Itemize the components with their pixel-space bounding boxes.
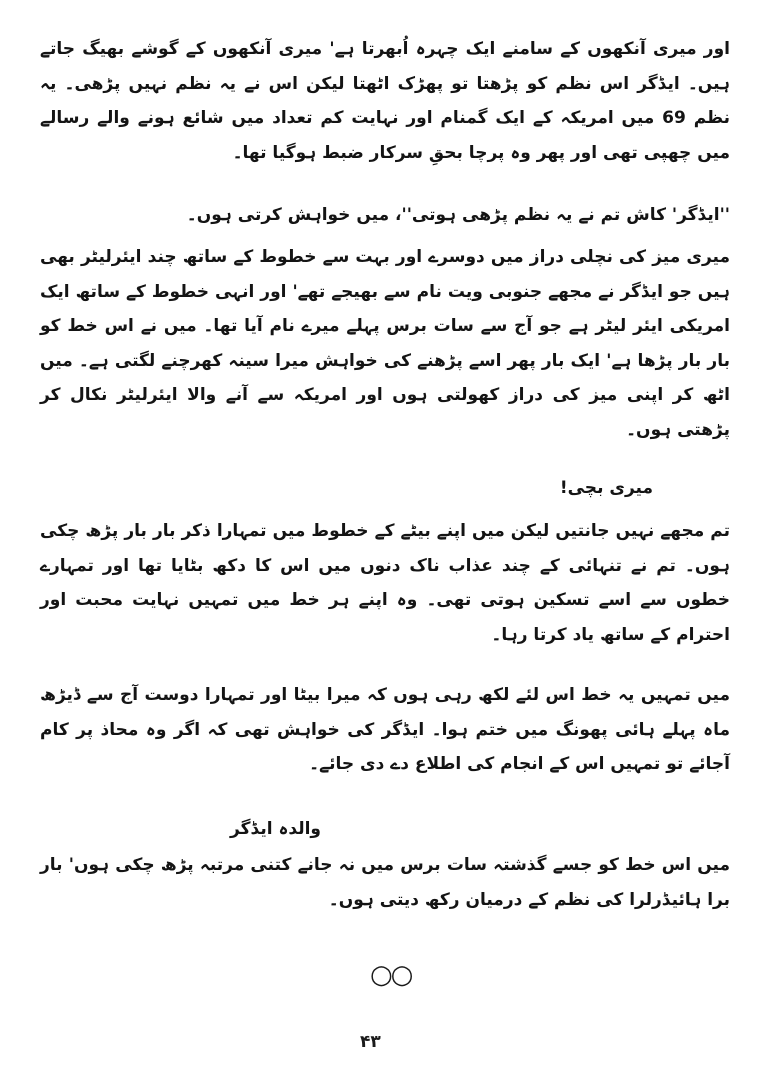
letter-paragraph-2: میں تمہیں یہ خط اس لئے لکھ رہی ہوں کہ میرا بیٹا اور تمہارا دوست آج سے ڈیڑھ ماہ پہلے ہائی پھونگ میں ختم ہوا۔ ایڈگر کی خواہش تھی کہ اگر وہ محاذ پر کام آجائے تو تمہیں اس کے انجام کی اطلاع دے دی جائے۔ (40, 685, 730, 775)
paragraph-drawer-letters: میری میز کی نچلی دراز میں دوسرے اور بہت سے خطوط کے ساتھ چند ایئرلیٹر بھی ہیں جو ایڈگر نے مجھے جنوبی ویت نام سے بھیجے تھے' اور انہی خطوط کے ساتھ ایک امریکی ایئر لیٹر ہے جو آج سے سات برس پہلے میرے نام آیا تھا۔ میں نے اس خط کو بار بار پڑھا ہے' ایک بار پھر اسے پڑھنے کی خواہش میرا سینہ کھرچنے لگتی ہے۔ میں اٹھ کر اپنی میز کی دراز کھولتی ہوں اور امریکہ سے آنے والا ایئرلیٹر نکال کر پڑھتی ہوں۔ (40, 247, 730, 440)
paragraph-opening: اور میری آنکھوں کے سامنے ایک چہرہ اُبھرتا ہے' میری آنکھوں کے گوشے بھیگ جاتے ہیں۔ ایڈگر اس نظم کو پڑھتا تو پھڑک اٹھتا لیکن اس نے یہ نظم نہیں پڑھی۔ یہ نظم 69 میں امریکہ کے ایک گمنام اور نہایت کم تعداد میں شائع ہونے والے رسالے میں چھپی تھی اور پھر وہ پرچا بحقِ سرکار ضبط ہوگیا تھا۔ (40, 39, 730, 163)
page-number: ۴۳ (360, 1032, 381, 1052)
letter-salutation: میری بچی! (559, 478, 653, 498)
letter-signature: والدہ ایڈگر (230, 819, 321, 839)
section-ornament: ○○ (370, 960, 412, 990)
letter-paragraph-1: تم مجھے نہیں جانتیں لیکن میں اپنے بیٹے کے خطوط میں تمہارا ذکر بار بار پڑھ چکی ہوں۔ تم نے تنہائی کے چند عذاب ناک دنوں میں اس کا دکھ بٹایا تھا اور تمہارے خطوں سے اسے تسکین ہوتی تھی۔ وہ اپنے ہر خط میں تمہیں نہایت محبت اور احترام کے ساتھ یاد کرتا رہا۔ (40, 521, 730, 645)
paragraph-closing: میں اس خط کو جسے گذشتہ سات برس میں نہ جانے کتنی مرتبہ پڑھ چکی ہوں' بار برا ہائیڈرلرا کی نظم کے درمیان رکھ دیتی ہوں۔ (40, 855, 730, 910)
paragraph-wish: ''ایڈگر' کاش تم نے یہ نظم پڑھی ہوتی''، میں خواہش کرتی ہوں۔ (186, 205, 730, 225)
